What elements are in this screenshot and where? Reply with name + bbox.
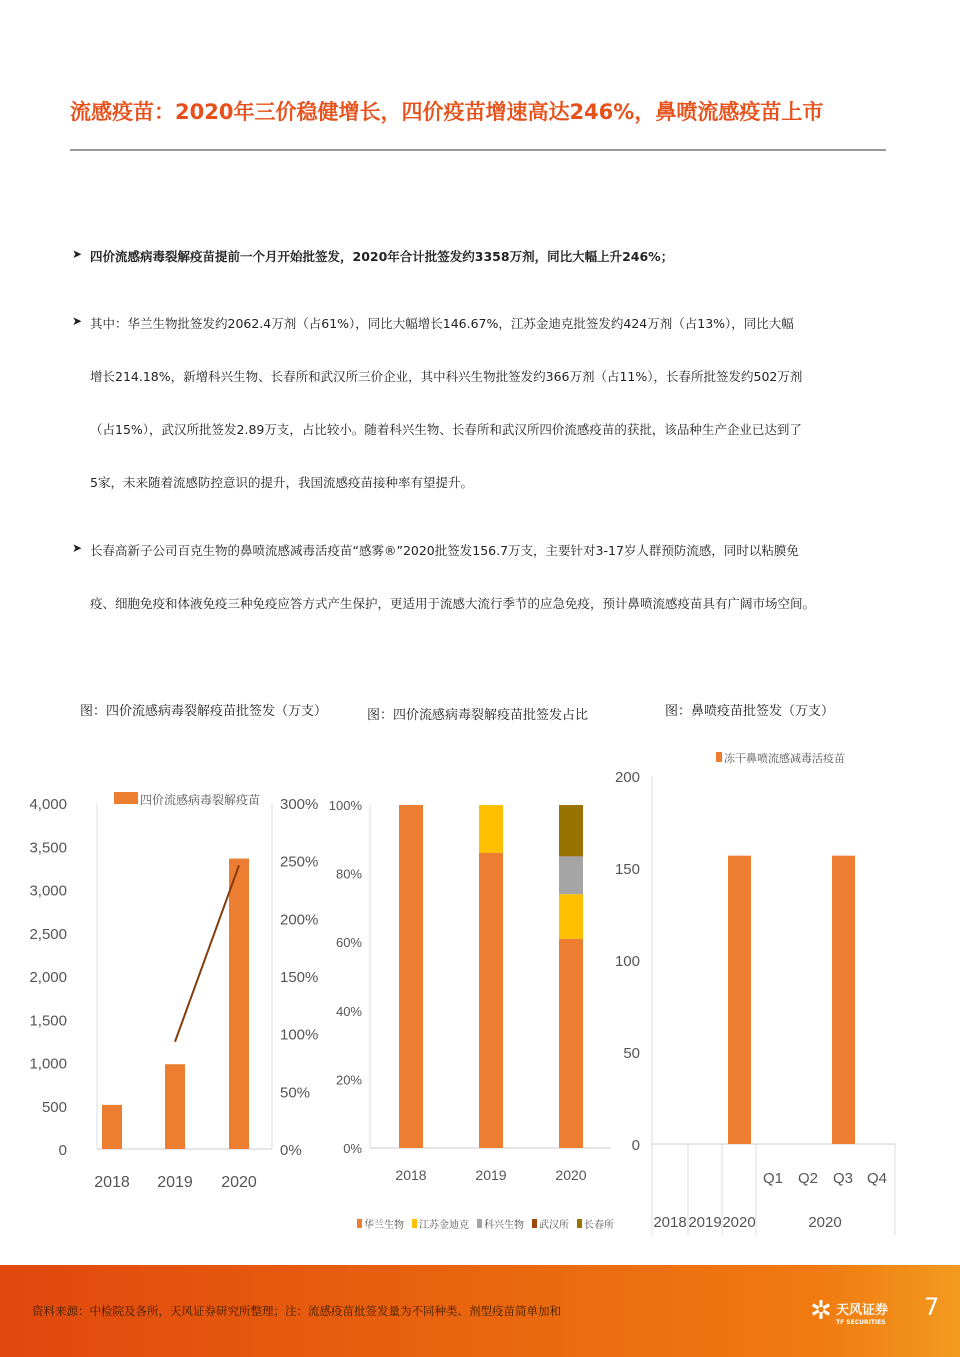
c3-ytick: 0 <box>631 1137 640 1154</box>
page-title: 流感疫苗：2020年三价稳健增长，四价疫苗增速高达246%，鼻喷流感疫苗上市 <box>70 100 824 124</box>
c1-ytick: 0 <box>58 1142 67 1159</box>
c1-bar <box>165 1064 185 1149</box>
source-note: 资料来源：中检院及各所，天风证券研究所整理；注：流感疫苗批签发量为不同种类、剂型疫苗简单加和 <box>32 1304 561 1318</box>
c3-ytick: 100 <box>614 953 640 970</box>
bullet-line: 四价流感病毒裂解疫苗提前一个月开始批签发，2020年合计批签发约3358万剂，同比大幅上升246%； <box>90 249 674 264</box>
c2-ytick: 20% <box>335 1072 362 1088</box>
c2-ytick: 0% <box>343 1141 362 1156</box>
bullet-line: 增长214.18%，新增科兴生物、长春所和武汉所三价企业，其中科兴生物批签发约366万剂（占11%），长春所批签发约502万剂 <box>90 369 803 384</box>
bullet-line: （占15%），武汉所批签发2.89万支，占比较小。随着科兴生物、长春所和武汉所四价流感疫苗的获批，该品种生产企业已达到了 <box>90 422 802 437</box>
c3-xtick: 2018 <box>653 1214 687 1231</box>
c2-legend-label: 武汉所 <box>539 1220 569 1231</box>
c1-ytick: 2,500 <box>29 925 67 943</box>
c1-y2tick: 100% <box>280 1026 319 1044</box>
arrow-icon: ➤ <box>72 247 83 261</box>
c3-ytick: 150 <box>614 861 640 878</box>
c2-xtick: 2020 <box>555 1167 587 1183</box>
c3-legend-label: 冻干鼻喷流感减毒活疫苗 <box>724 753 845 765</box>
page-number: 7 <box>924 1293 940 1321</box>
c3-bar <box>832 856 855 1144</box>
c2-bar-segment <box>559 894 583 939</box>
c1-ytick: 4,000 <box>29 796 67 813</box>
c2-xtick: 2018 <box>395 1167 427 1183</box>
c1-ytick: 1,500 <box>29 1012 67 1030</box>
c1-ytick: 2,000 <box>29 969 67 986</box>
c1-ytick: 3,000 <box>29 882 67 900</box>
c3-xtick: Q4 <box>866 1170 888 1187</box>
bullet-line: 5家，未来随着流感防控意识的提升，我国流感疫苗接种率有望提升。 <box>90 475 473 490</box>
c2-ytick: 60% <box>335 935 362 951</box>
c2-bar-segment <box>559 805 583 856</box>
c1-bar <box>229 859 249 1149</box>
c1-xtick: 2018 <box>94 1174 130 1191</box>
c3-group-label: 2020 <box>808 1214 842 1231</box>
c2-legend-swatch <box>577 1219 582 1228</box>
c2-ytick: 40% <box>335 1003 362 1019</box>
footer <box>0 1265 960 1357</box>
logo-mark-icon: ✲ <box>810 1296 832 1326</box>
c2-bar-segment <box>399 805 423 1148</box>
c1-y2tick: 150% <box>280 969 319 986</box>
c2-legend-swatch <box>532 1219 537 1228</box>
c3-xtick: Q2 <box>797 1170 819 1187</box>
c3-xtick: 2019 <box>688 1214 722 1231</box>
c1-legend-label: 四价流感病毒裂解疫苗 <box>140 793 261 807</box>
c1-y2tick: 0% <box>280 1142 302 1159</box>
c3-legend-swatch <box>716 752 722 762</box>
c3-bar <box>728 856 751 1144</box>
chart1-title: 图：四价流感病毒裂解疫苗批签发（万支） <box>80 704 328 719</box>
c1-bar <box>102 1105 122 1149</box>
c2-legend-swatch <box>477 1219 482 1228</box>
c2-ytick: 100% <box>328 798 362 813</box>
c3-ytick: 50 <box>623 1045 640 1062</box>
logo-name: 天风证券 <box>836 1303 889 1318</box>
c1-legend-swatch <box>114 792 138 804</box>
c3-ytick: 200 <box>614 769 640 786</box>
c2-bar-segment <box>559 939 583 1148</box>
c2-legend-label: 江苏金迪克 <box>419 1220 469 1231</box>
chart2-title: 图：四价流感病毒裂解疫苗批签发占比 <box>367 708 589 723</box>
c1-ytick: 3,500 <box>29 839 67 857</box>
c2-bar-segment <box>479 805 503 853</box>
logo-sub: TF SECURITIES <box>836 1319 886 1326</box>
bullet-line: 疫、细胞免疫和体液免疫三种免疫应答方式产生保护，更适用于流感大流行季节的应急免疫，预计鼻喷流感疫苗具有广阔市场空间。 <box>90 596 816 611</box>
c3-xtick: Q3 <box>832 1170 854 1187</box>
c2-legend-label: 长春所 <box>584 1220 614 1231</box>
c2-legend-swatch <box>412 1219 417 1228</box>
bullet-line: 长春高新子公司百克生物的鼻喷流感减毒活疫苗“感雾®”2020批签发156.7万支，主要针对3-17岁人群预防流感，同时以粘膜免 <box>90 543 799 558</box>
c1-y2tick: 200% <box>280 911 319 929</box>
c2-legend-label: 华兰生物 <box>364 1220 404 1231</box>
c1-y2tick: 300% <box>280 796 319 813</box>
company-logo <box>810 1287 900 1337</box>
c2-legend-label: 科兴生物 <box>484 1220 524 1231</box>
c2-xtick: 2019 <box>475 1167 507 1183</box>
chart3-title: 图：鼻喷疫苗批签发（万支） <box>665 704 835 719</box>
c2-legend-swatch <box>357 1219 362 1228</box>
c3-xtick: 2020 <box>722 1214 756 1231</box>
c3-xtick: Q1 <box>762 1170 784 1187</box>
arrow-icon: ➤ <box>72 314 83 328</box>
c2-ytick: 80% <box>335 866 362 882</box>
bullet-line: 其中：华兰生物批签发约2062.4万剂（占61%），同比大幅增长146.67%，江苏金迪克批签发约424万剂（占13%），同比大幅 <box>90 316 794 331</box>
c1-xtick: 2020 <box>221 1174 257 1191</box>
c2-bar-segment <box>479 853 503 1148</box>
c2-bar-segment <box>559 856 583 894</box>
c1-y2tick: 50% <box>280 1084 311 1102</box>
arrow-icon: ➤ <box>72 541 83 555</box>
c1-ytick: 1,000 <box>29 1055 67 1073</box>
c1-ytick: 500 <box>41 1098 67 1116</box>
c1-y2tick: 250% <box>280 853 319 871</box>
c1-xtick: 2019 <box>157 1174 193 1191</box>
